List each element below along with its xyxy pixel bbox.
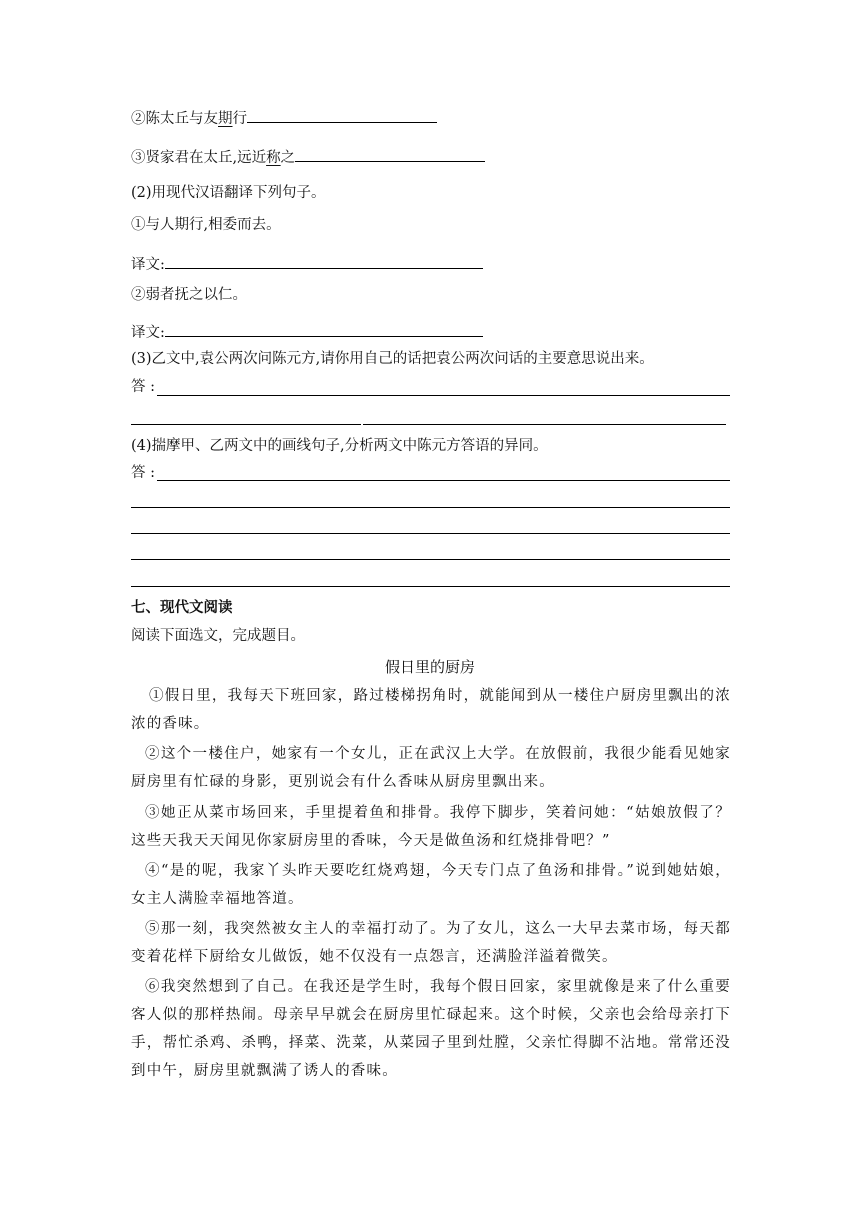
q1-item-3-prefix: ③贤家君在太丘,远近 [131,150,267,166]
article-paragraph-4: ④“是的呢，我家丫头昨天要吃红烧鸡翅，今天专门点了鱼汤和排骨。”说到她姑娘，女主人满脸幸福地答道。 [131,863,731,907]
answer-blank[interactable] [165,321,483,337]
q1-item-2-prefix: ②陈太丘与友 [131,111,218,127]
section-instruction: 阅读下面选文，完成题目。 [131,628,305,644]
answer-blank[interactable] [165,253,483,269]
answer-line[interactable] [363,424,726,425]
q2-sentence-2: ②弱者抚之以仁。 [131,287,247,303]
article-paragraph-2: ②这个一楼住户，她家有一个女儿，正在武汉上大学。在放假前，我很少能看见她家厨房里有忙碌的身影，更别说会有什么香味从厨房里飘出来。 [131,746,731,790]
q3-question: (3)乙文中,袁公两次问陈元方,请你用自己的话把袁公两次问话的主要意思说出来。 [131,351,654,367]
q3-answer-label: 答 : [131,379,155,395]
answer-line[interactable] [131,559,730,560]
answer-line[interactable] [131,424,361,425]
article-paragraph-1: ①假日里，我每天下班回家，路过楼梯拐角时，就能闻到从一楼住户厨房里飘出的浓浓的香味。 [131,688,731,732]
answer-line[interactable] [131,533,730,534]
q1-item-2-keyword: 期 [218,111,233,127]
q2-answer-1 [131,253,483,275]
q4-question: (4)揣摩甲、乙两文中的画线句子,分析两文中陈元方答语的异同。 [131,438,548,454]
q2-answer-2 [131,321,483,343]
q2-sentence-1: ①与人期行,相委而去。 [131,217,281,233]
answer-line[interactable] [131,507,730,508]
q1-item-3 [131,146,485,168]
answer-line[interactable] [157,395,730,396]
q1-item-2 [131,107,437,129]
q2-heading: (2)用现代汉语翻译下列句子。 [131,185,326,201]
article-title: 假日里的厨房 [384,658,475,676]
article-paragraph-6: ⑥我突然想到了自己。在我还是学生时，我每个假日回家，家里就像是来了什么重要客人似的那样热闹。母亲早早就会在厨房里忙碌起来。这个时候，父亲也会给母亲打下手，帮忙杀鸡、杀鸭，择菜、洗菜，从菜园子里到灶膛，父亲忙得脚不沾地。常常还没到中午，厨房里就飘满了诱人的香味。 [131,979,731,1079]
q1-item-2-suffix: 行 [232,111,247,127]
answer-blank[interactable] [295,146,485,162]
article-paragraph-3: ③她正从菜市场回来，手里提着鱼和排骨。我停下脚步，笑着问她：“姑娘放假了？这些天我天天闻见你家厨房里的香味，今天是做鱼汤和红烧排骨吧？” [131,805,731,849]
article-paragraph-5: ⑤那一刻，我突然被女主人的幸福打动了。为了女儿，这么一大早去菜市场，每天都变着花样下厨给女儿做饭，她不仅没有一点怨言，还满脸洋溢着微笑。 [131,921,731,965]
q1-item-3-suffix: 之 [280,150,296,166]
q4-answer-label: 答 : [131,465,155,481]
answer-label: 译文: [131,257,165,273]
answer-line[interactable] [157,480,730,481]
answer-label: 译文: [131,325,165,341]
q1-item-3-keyword: 称 [266,150,281,166]
answer-line[interactable] [131,586,730,587]
section-heading: 七、现代文阅读 [131,600,233,616]
answer-blank[interactable] [247,107,437,123]
